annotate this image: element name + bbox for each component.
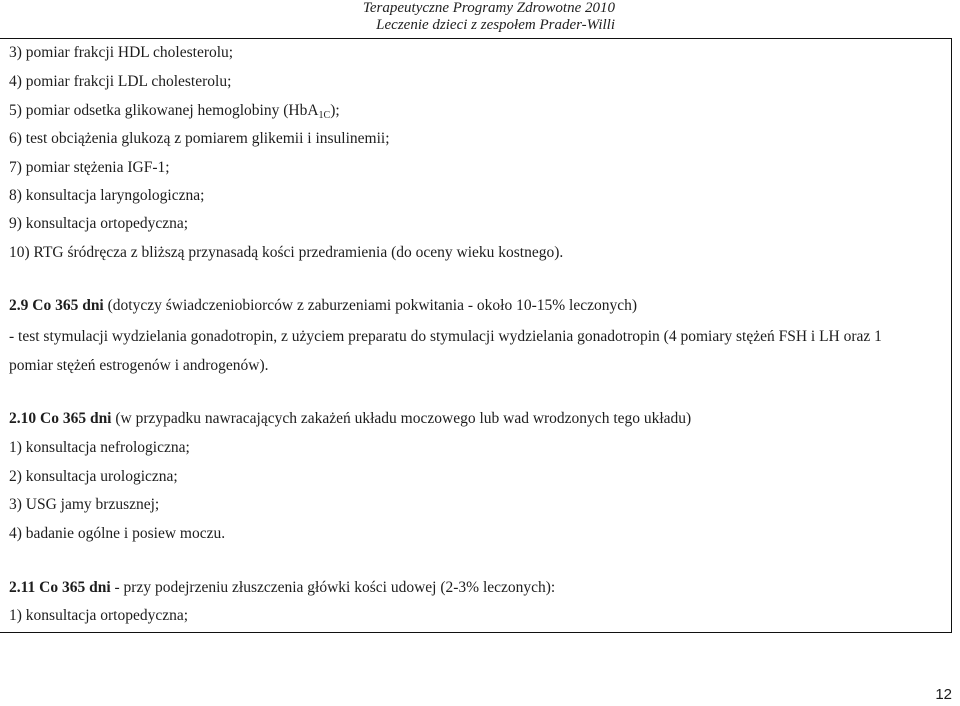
section-heading-bold: 2.9 Co 365 dni bbox=[9, 297, 104, 314]
list-item: 3) USG jamy brzusznej; bbox=[9, 496, 160, 513]
list-item: 9) konsultacja ortopedyczna; bbox=[9, 215, 189, 232]
list-item: 3) pomiar frakcji HDL cholesterolu; bbox=[9, 44, 234, 61]
paragraph-line: pomiar stężeń estrogenów i androgenów). bbox=[9, 357, 269, 374]
list-item: 2) konsultacja urologiczna; bbox=[9, 468, 178, 485]
list-item: 4) pomiar frakcji LDL cholesterolu; bbox=[9, 73, 232, 90]
subscript: 1C bbox=[318, 110, 331, 121]
list-item bbox=[9, 102, 340, 121]
list-item: 10) RTG śródręcza z bliższą przynasadą kości przedramienia (do oceny wieku kostnego). bbox=[9, 244, 564, 261]
page-number: 12 bbox=[935, 686, 952, 703]
header-title: Terapeutyczne Programy Zdrowotne 2010 bbox=[362, 0, 615, 16]
header-subtitle: Leczenie dzieci z zespołem Prader-Willi bbox=[376, 17, 615, 33]
section-heading-bold: 2.10 Co 365 dni bbox=[9, 410, 112, 427]
section-heading bbox=[9, 579, 555, 597]
list-item-text: ); bbox=[330, 102, 340, 119]
list-item: 1) konsultacja ortopedyczna; bbox=[9, 607, 189, 624]
list-item: 6) test obciążenia glukozą z pomiarem glikemii i insulinemii; bbox=[9, 130, 390, 147]
section-heading-bold: 2.11 Co 365 dni bbox=[9, 579, 111, 596]
list-item: 4) badanie ogólne i posiew moczu. bbox=[9, 525, 226, 542]
section-heading bbox=[9, 410, 691, 428]
section-heading-text: (dotyczy świadczeniobiorców z zaburzeniami pokwitania - około 10-15% leczonych) bbox=[103, 297, 638, 314]
section-heading bbox=[9, 297, 637, 315]
list-item: 1) konsultacja nefrologiczna; bbox=[9, 439, 190, 456]
list-item: 8) konsultacja laryngologiczna; bbox=[9, 187, 205, 204]
section-heading-text: - przy podejrzeniu złuszczenia główki kości udowej (2-3% leczonych): bbox=[110, 579, 556, 596]
running-header bbox=[363, 0, 615, 34]
section-heading-text: (w przypadku nawracających zakażeń układu moczowego lub wad wrodzonych tego układu) bbox=[111, 410, 692, 427]
list-item-text: 5) pomiar odsetka glikowanej hemoglobiny (HbA bbox=[9, 102, 319, 119]
paragraph-line: - test stymulacji wydzielania gonadotropin, z użyciem preparatu do stymulacji wydzielania gonadotropin (4 pomiary stężeń FSH i LH oraz 1 bbox=[9, 328, 882, 345]
list-item: 7) pomiar stężenia IGF-1; bbox=[9, 159, 170, 176]
